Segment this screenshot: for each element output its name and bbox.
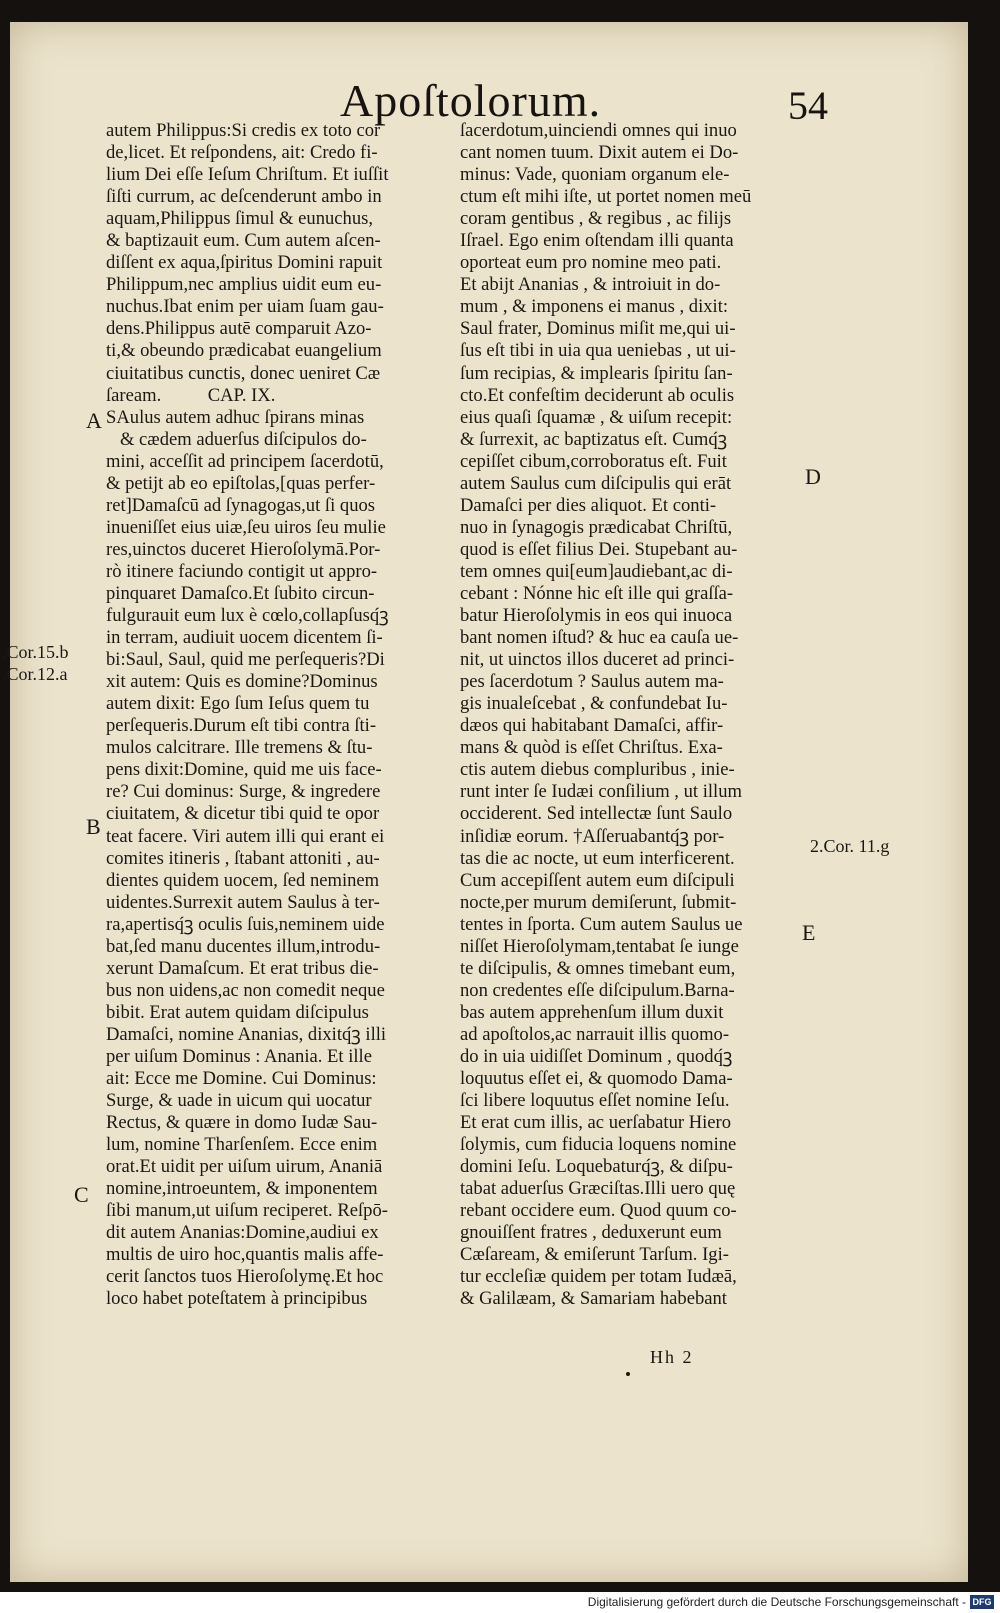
text-line: cebant : Nónne hic eſt ille qui graſſa- [460,582,734,604]
text-line: inſidiæ eorum. †Aſſeruabantq́ꝫ por- [460,825,725,847]
text-line: ſibi manum,ut uiſum reciperet. Reſpō- [106,1200,388,1222]
page-number: 54 [788,83,828,128]
text-line: gnouiſſent fratres , deduxerunt eum [460,1222,722,1244]
text-line: dæos qui habitabant Damaſci, affir- [460,715,724,737]
text-line: fulgurauit eum lux è cœlo,collapſusq́ꝫ [106,605,389,627]
text-line: teat facere. Viri autem illi qui erant ei [106,825,385,847]
text-line: de,licet. Et reſpondens, ait: Credo fi- [106,142,378,164]
margin-letter-d: D [805,464,821,489]
text-line: diſſent ex aqua,ſpiritus Domini rapuit [106,252,383,274]
text-line: rò itinere faciundo contigit ut appro- [106,560,378,582]
text-line: Et abijt Ananias , & introiuit in do- [460,274,721,296]
page-ornament-dot [626,1372,630,1376]
text-line: ciuitatibus cunctis, donec ueniret Cæ [106,362,381,384]
text-line: rebant occidere eum. Quod quum co- [460,1200,737,1222]
text-line: quod is eſſet filius Dei. Stupebant au- [460,538,738,560]
text-line: runt inter ſe Iudæi conſilium , ut illum [460,781,742,803]
text-line: coram gentibus , & regibus , ac filijs [460,208,732,230]
margin-letter-b: B [86,814,101,839]
text-line: ad apoſtolos,ac narrauit illis quomo- [460,1023,730,1045]
text-line: inueniſſet eius uiæ,ſeu uiros ſeu mulie [106,516,386,538]
text-line: xerunt Damaſcum. Et erat tribus die- [106,957,379,979]
text-line: res,uinctos duceret Hieroſolymā.Por- [106,538,381,560]
margin-ref-3: 2.Cor. 11.g [810,836,890,856]
text-line: nuo in ſynagogis prædicabat Chriſtū, [460,516,733,538]
text-line: eius quaſi ſquamæ , & uiſum recepit: [460,406,733,428]
text-line: Philippum,nec amplius uidit eum eu- [106,274,382,296]
margin-ref-2: .Cor.12.a [2,664,68,684]
text-line: dientes quidem uocem, ſed neminem [106,869,380,891]
text-line: ſiſti currum, ac deſcenderunt ambo in [106,186,382,208]
text-line: & ſurrexit, ac baptizatus eſt. Cumq́ꝫ [460,428,728,450]
text-line: bus non uidens,ac non comedit neque [106,979,385,1001]
text-line: re? Cui dominus: Surge, & ingredere [106,781,381,803]
text-line: pens dixit:Domine, quid me uis face- [106,759,382,781]
text-line: tur eccleſiæ quidem per totam Iudæā, [460,1266,737,1288]
text-line: occiderent. Sed intellectæ ſunt Saulo [460,803,733,825]
text-line: tem omnes qui[eum]audiebant,ac di- [460,560,733,582]
text-line: lum, nomine Tharſenſem. Ecce enim [106,1134,378,1156]
text-line: lium Dei eſſe Ieſum Chriſtum. Et iuſſit [106,164,389,186]
text-line: mulos calcitrare. Ille tremens & ſtu- [106,737,373,759]
text-line: xit autem: Quis es domine?Dominus [106,671,378,693]
digitization-footer [0,1592,1000,1613]
text-line: Rectus, & quære in domo Iudæ Sau- [106,1112,378,1134]
text-line: Et erat cum illis, ac uerſabatur Hiero [460,1112,732,1134]
text-line: bibit. Erat autem quidam diſcipulus [106,1001,369,1023]
text-line: bat,ſed manu ducentes illum,introdu- [106,935,381,957]
text-line: Damaſci per dies aliquot. Et conti- [460,494,717,516]
text-line: mans & quòd is eſſet Chriſtus. Exa- [460,737,723,759]
text-line: ra,apertisq́ꝫ oculis ſuis,neminem uide [106,913,385,935]
text-line: cant nomen tuum. Dixit autem ei Do- [460,142,739,164]
text-line: autem Saulus cum diſcipulis qui erāt [460,472,732,494]
footer-credit: Digitalisierung gefördert durch die Deutsche Forschungsgemeinschaft - [587,1595,966,1609]
text-line: cerit ſanctos tuos Hieroſolymę.Et hoc [106,1266,384,1288]
text-line: bant nomen iſtud? & huc ea cauſa ue- [460,627,739,649]
text-line: gis inualeſcebat , & confundebat Iu- [460,693,728,715]
text-line: Cum accepiſſent autem eum diſcipuli [460,869,735,891]
right-text-column [460,120,810,1311]
left-text-column [106,120,452,1311]
text-line: te diſcipulis, & omnes timebant eum, [460,957,736,979]
text-line: & Galilæam, & Samariam habebant [460,1288,727,1310]
dfg-logo-icon: DFG [970,1595,994,1609]
text-line: uidentes.Surrexit autem Saulus à ter- [106,891,380,913]
text-line: cepiſſet cibum,corroboratus eſt. Fuit [460,450,727,472]
text-line: nocte,per murum demiſerunt, ſubmit- [460,891,737,913]
text-line: comites itineris , ſtabant attoniti , au- [106,847,380,869]
book-page [2,22,968,1582]
text-line: Saul frater, Dominus miſit me,qui ui- [460,318,736,340]
margin-letter-a: A [86,408,102,433]
text-line: ſum recipias, & implearis ſpiritu ſan- [460,362,733,384]
text-line: in terram, audiuit uocem dicentem ſi- [106,627,383,649]
text-line: domini Ieſu. Loquebaturq́ꝫ, & diſpu- [460,1156,733,1178]
text-line: ſolymis, cum fiducia loquens nomine [460,1134,737,1156]
text-line: ſci libere loquutus eſſet nomine Ieſu. [460,1090,730,1112]
text-line: batur Hieroſolymis in eos qui inuoca [460,605,733,627]
text-line: loquutus eſſet ei, & quomodo Dama- [460,1068,733,1090]
text-line: nuchus.Ibat enim per uiam ſuam gau- [106,296,384,318]
text-line: niſſet Hieroſolymam,tentabat ſe iunge [460,935,739,957]
text-line: tas die ac nocte, ut eum interficerent. [460,847,735,869]
text-line: mini, acceſſit ad principem ſacerdotū, [106,450,384,472]
text-line: dens.Philippus autē comparuit Azo- [106,318,372,340]
text-line: ciuitatem, & dicetur tibi quid te opor [106,803,380,825]
text-line: ait: Ecce me Domine. Cui Dominus: [106,1068,377,1090]
text-line: orat.Et uidit per uiſum uirum, Ananiā [106,1156,383,1178]
text-line: tabat aduerſus Græciſtas.Illi uero quę [460,1178,736,1200]
text-line: per uiſum Dominus : Anania. Et ille [106,1045,372,1067]
text-line: multis de uiro hoc,quantis malis affe- [106,1244,384,1266]
text-line: perſequeris.Durum eſt tibi contra ſti- [106,715,377,737]
margin-letter-e: E [802,920,816,945]
margin-letter-c: C [74,1182,89,1207]
text-line: Iſrael. Ego enim oſtendam illi quanta [460,230,734,252]
running-head: Apoſtolorum. [340,75,602,126]
text-line: ſus eſt tibi in uia qua ueniebas , ut ui- [460,340,736,362]
text-line: autem Philippus:Si credis ex toto cor [106,120,381,141]
text-line: Cæſaream, & emiſerunt Tarſum. Igi- [460,1244,729,1266]
text-line: mum , & imponens ei manus , dixit: [460,296,729,318]
text-line: bas autem apprehenſum illum duxit [460,1001,724,1023]
text-line: ctis autem diebus compluribus , inie- [460,759,735,781]
text-line: ctum eſt mihi iſte, ut portet nomen meū [460,186,752,208]
text-line: ret]Damaſcū ad ſynagogas,ut ſi quos [106,494,376,516]
text-line: pinquaret Damaſco.Et ſubito circun- [106,582,375,604]
text-line: tentes in ſporta. Cum autem Saulus ue [460,913,743,935]
text-line: nomine,introeuntem, & imponentem [106,1178,378,1200]
margin-ref-1: .Cor.15.b [2,642,69,662]
text-line: Damaſci, nomine Ananias, dixitq́ꝫ illi [106,1023,387,1045]
text-line: ſacerdotum,uinciendi omnes qui inuo [460,120,737,141]
text-line: Surge, & uade in uicum qui uocatur [106,1090,372,1112]
text-line: do in uia uidiſſet Dominum , quodq́ꝫ [460,1045,733,1067]
text-line: ti,& obeundo prædicabat euangelium [106,340,382,362]
text-line: pes ſacerdotum ? Saulus autem ma- [460,671,724,693]
text-line: & petijt ab eo epiſtolas,[quas perfer- [106,472,376,494]
text-line: autem dixit: Ego ſum Ieſus quem tu [106,693,370,715]
text-line: cto.Et confeſtim deciderunt ab oculis [460,384,735,406]
text-line: & cædem aduerſus diſcipulos do- [106,428,367,450]
text-line: SAulus autem adhuc ſpirans minas [106,406,365,428]
text-line: loco habet poteſtatem à principibus [106,1288,368,1310]
text-line: bi:Saul, Saul, quid me perſequeris?Di [106,649,385,671]
text-line: ſaream. CAP. IX. [106,384,276,406]
text-line: non credentes eſſe diſcipulum.Barna- [460,979,735,1001]
text-line: aquam,Philippus ſimul & eunuchus, [106,208,374,230]
text-line: nit, ut uinctos illos duceret ad princi- [460,649,735,671]
text-line: oporteat eum pro nomine meo pati. [460,252,722,274]
text-line: dit autem Ananias:Domine,audiui ex [106,1222,379,1244]
text-line: & baptizauit eum. Cum autem aſcen- [106,230,381,252]
text-line: minus: Vade, quoniam organum ele- [460,164,730,186]
signature-mark: Hh 2 [650,1347,694,1367]
